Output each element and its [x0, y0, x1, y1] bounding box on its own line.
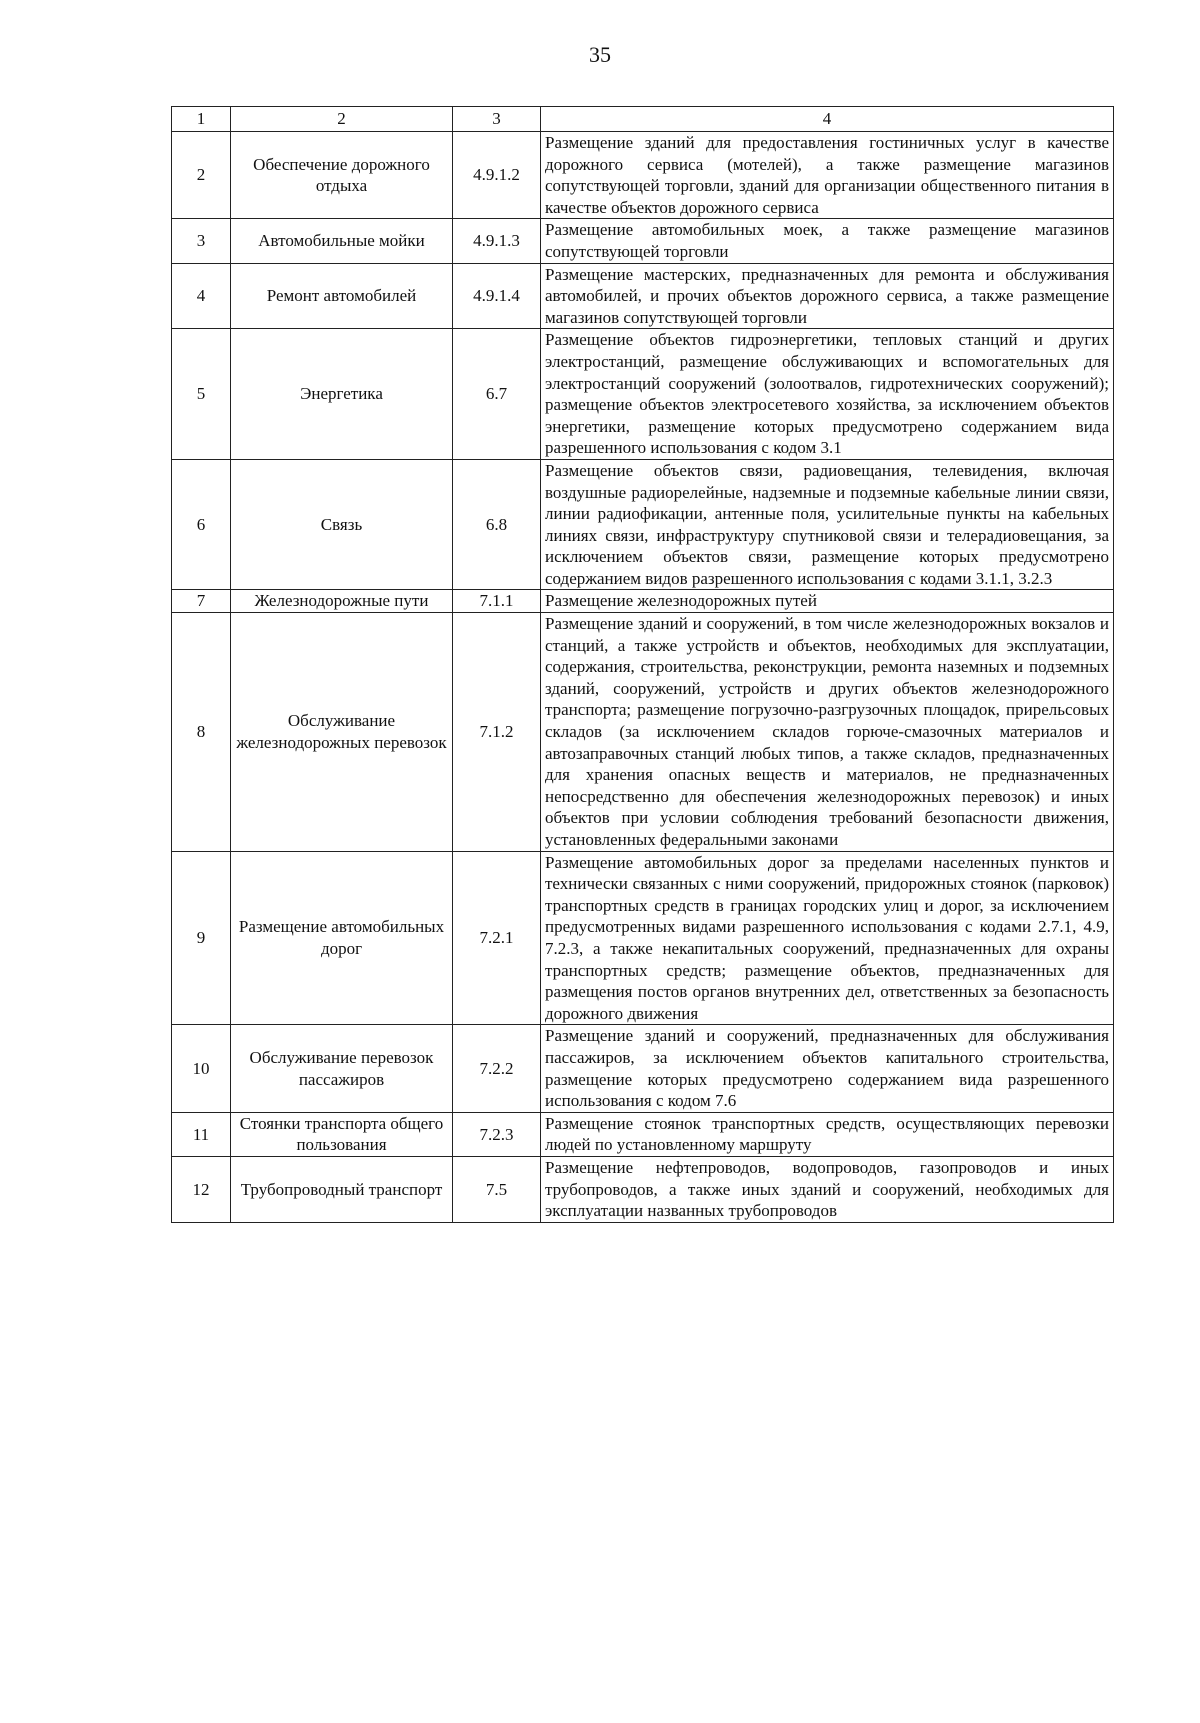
row-description: Размещение зданий и сооружений, предназначенных для обслуживания пассажиров, за исключением объектов капитального строительства, размещение которых предусмотрено содержанием вида разрешенного использования с кодом 7.6: [541, 1025, 1114, 1112]
page-number: 35: [589, 42, 611, 67]
row-code: 7.2.2: [453, 1025, 541, 1112]
row-number: 10: [172, 1025, 231, 1112]
row-number: 7: [172, 590, 231, 613]
row-number: 9: [172, 851, 231, 1025]
row-code: 6.7: [453, 329, 541, 460]
row-type-name: Трубопроводный транспорт: [231, 1156, 453, 1222]
header-cell-4: 4: [541, 107, 1114, 132]
row-description: Размещение автомобильных моек, а также размещение магазинов сопутствующей торговли: [541, 219, 1114, 263]
row-code: 7.5: [453, 1156, 541, 1222]
row-type-name: Автомобильные мойки: [231, 219, 453, 263]
row-code: 7.1.1: [453, 590, 541, 613]
row-type-name: Обеспечение дорожного отдыха: [231, 132, 453, 219]
row-description: Размещение железнодорожных путей: [541, 590, 1114, 613]
row-code: 4.9.1.2: [453, 132, 541, 219]
row-type-name: Связь: [231, 459, 453, 590]
table-row: [172, 132, 1114, 219]
table-row: [172, 263, 1114, 329]
row-number: 5: [172, 329, 231, 460]
row-number: 11: [172, 1112, 231, 1156]
row-code: 7.2.1: [453, 851, 541, 1025]
row-description: Размещение объектов гидроэнергетики, тепловых станций и других электростанций, размещение обслуживающих и вспомогательных для электростанций сооружений (золоотвалов, гидротехнических сооружений); размещение объектов электросетевого хозяйства, за исключением объектов энергетики, размещение которых предусмотрено содержанием вида разрешенного использования с кодом 3.1: [541, 329, 1114, 460]
table-body: [172, 107, 1114, 1223]
row-description: Размещение зданий и сооружений, в том числе железнодорожных вокзалов и станций, а также устройств и объектов, необходимых для эксплуатации, содержания, строительства, реконструкции, ремонта наземных и подземных зданий, сооружений, устройств и других объектов железнодорожного транспорта; размещение погрузочно-разгрузочных площадок, прирельсовых складов (за исключением складов горюче-смазочных материалов и автозаправочных станций любых типов, а также складов, предназначенных для хранения опасных веществ и материалов, не предназначенных непосредственно для обеспечения железнодорожных перевозок) и иных объектов при условии соблюдения требований безопасности движения, установленных федеральными законами: [541, 613, 1114, 852]
table-row: [172, 851, 1114, 1025]
table-row: [172, 459, 1114, 590]
row-type-name: Энергетика: [231, 329, 453, 460]
row-description: Размещение мастерских, предназначенных для ремонта и обслуживания автомобилей, и прочих объектов дорожного сервиса, а также размещение магазинов сопутствующей торговли: [541, 263, 1114, 329]
land-use-table: [171, 106, 1114, 1223]
table-row: [172, 329, 1114, 460]
header-cell-2: 2: [231, 107, 453, 132]
row-type-name: Обслуживание перевозок пассажиров: [231, 1025, 453, 1112]
table-row: [172, 1025, 1114, 1112]
row-number: 3: [172, 219, 231, 263]
row-number: 2: [172, 132, 231, 219]
row-description: Размещение объектов связи, радиовещания, телевидения, включая воздушные радиорелейные, надземные и подземные кабельные линии связи, линии радиофикации, антенные поля, усилительные пункты на кабельных линиях связи, инфраструктуру спутниковой связи и телерадиовещания, за исключением объектов связи, размещение которых предусмотрено содержанием видов разрешенного использования с кодами 3.1.1, 3.2.3: [541, 459, 1114, 590]
row-number: 6: [172, 459, 231, 590]
row-type-name: Ремонт автомобилей: [231, 263, 453, 329]
row-code: 6.8: [453, 459, 541, 590]
row-type-name: Размещение автомобильных дорог: [231, 851, 453, 1025]
row-code: 7.2.3: [453, 1112, 541, 1156]
table-row: [172, 1156, 1114, 1222]
table-row: [172, 590, 1114, 613]
row-number: 4: [172, 263, 231, 329]
row-code: 4.9.1.3: [453, 219, 541, 263]
table-header-row: [172, 107, 1114, 132]
row-type-name: Стоянки транспорта общего пользования: [231, 1112, 453, 1156]
row-description: Размещение зданий для предоставления гостиничных услуг в качестве дорожного сервиса (мотелей), а также размещение магазинов сопутствующей торговли, зданий для организации общественного питания в качестве объектов дорожного сервиса: [541, 132, 1114, 219]
row-description: Размещение автомобильных дорог за пределами населенных пунктов и технически связанных с ними сооружений, придорожных стоянок (парковок) транспортных средств в границах городских улиц и дорог, за исключением предусмотренных видами разрешенного использования с кодами 2.7.1, 4.9, 7.2.3, а также некапитальных сооружений, предназначенных для охраны транспортных средств; размещение объектов, предназначенных для размещения постов органов внутренних дел, ответственных за безопасность дорожного движения: [541, 851, 1114, 1025]
row-type-name: Обслуживание железнодорожных перевозок: [231, 613, 453, 852]
row-description: Размещение нефтепроводов, водопроводов, газопроводов и иных трубопроводов, а также иных зданий и сооружений, необходимых для эксплуатации названных трубопроводов: [541, 1156, 1114, 1222]
row-number: 8: [172, 613, 231, 852]
row-type-name: Железнодорожные пути: [231, 590, 453, 613]
row-description: Размещение стоянок транспортных средств, осуществляющих перевозки людей по установленному маршруту: [541, 1112, 1114, 1156]
row-number: 12: [172, 1156, 231, 1222]
row-code: 4.9.1.4: [453, 263, 541, 329]
table-row: [172, 1112, 1114, 1156]
row-code: 7.1.2: [453, 613, 541, 852]
header-cell-1: 1: [172, 107, 231, 132]
table-row: [172, 219, 1114, 263]
table-row: [172, 613, 1114, 852]
header-cell-3: 3: [453, 107, 541, 132]
